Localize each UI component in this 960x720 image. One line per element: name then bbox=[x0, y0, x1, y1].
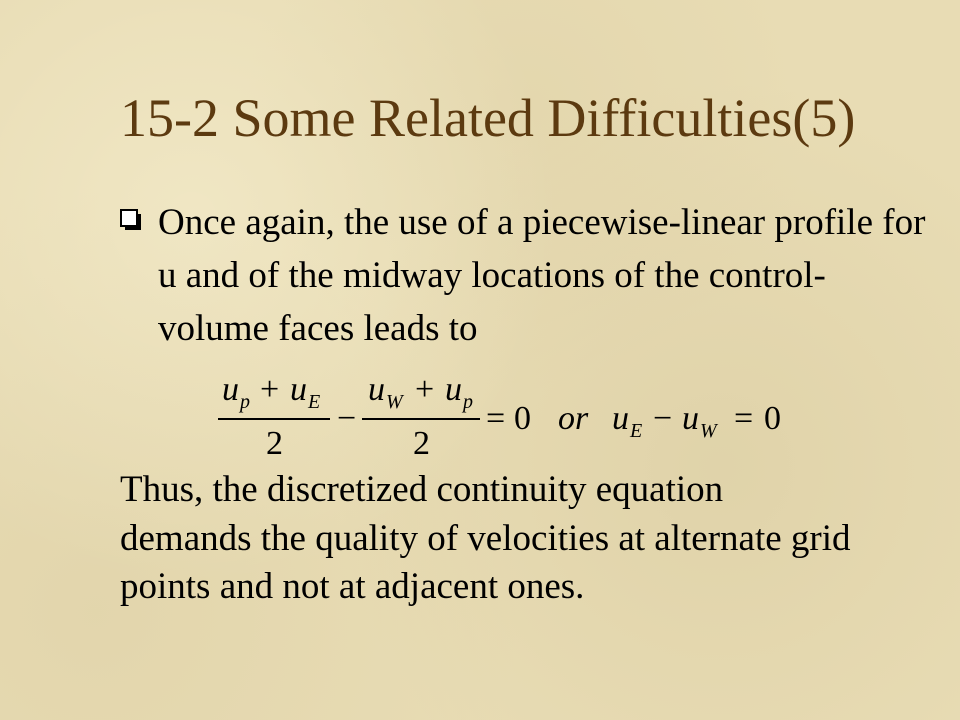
eq-rhs-sub-w: W bbox=[700, 420, 717, 442]
eq-sub-w: W bbox=[386, 391, 403, 413]
eq-sub-p-2: p bbox=[463, 391, 473, 413]
square-bullet-icon bbox=[120, 209, 142, 231]
eq-rhs-u-e: u bbox=[612, 400, 629, 437]
eq-u-p: u bbox=[222, 371, 239, 408]
eq-den-2: 2 bbox=[413, 425, 430, 460]
continuity-equation bbox=[210, 364, 810, 460]
eq-minus: − bbox=[337, 400, 357, 437]
eq-plus-2: + bbox=[415, 371, 435, 408]
eq-equals-2: = bbox=[734, 400, 754, 437]
eq-or: or bbox=[558, 400, 589, 437]
eq-zero-2: 0 bbox=[764, 400, 781, 437]
eq-plus-1: + bbox=[260, 371, 280, 408]
eq-sub-p: p bbox=[240, 391, 250, 413]
body-paragraph: Thus, the discretized continuity equation demands the quality of velocities at alternate grid points and not at adjacent ones. bbox=[120, 469, 851, 607]
eq-u-w: u bbox=[368, 371, 385, 408]
eq-u-e: u bbox=[290, 371, 307, 408]
slide-title: 15-2 Some Related Difficulties(5) bbox=[120, 88, 856, 148]
eq-zero-1: 0 bbox=[514, 400, 531, 437]
eq-rhs-sub-e: E bbox=[630, 420, 643, 442]
eq-den-1: 2 bbox=[266, 425, 283, 460]
eq-equals-1: = bbox=[486, 400, 506, 437]
eq-sub-e: E bbox=[308, 391, 321, 413]
eq-u-p-2: u bbox=[445, 371, 462, 408]
eq-rhs-minus: − bbox=[653, 400, 673, 437]
eq-rhs-u-w: u bbox=[682, 400, 699, 437]
bullet-text: Once again, the use of a piecewise-linear profile for u and of the midway locations of the control-volume faces leads to bbox=[158, 202, 926, 349]
